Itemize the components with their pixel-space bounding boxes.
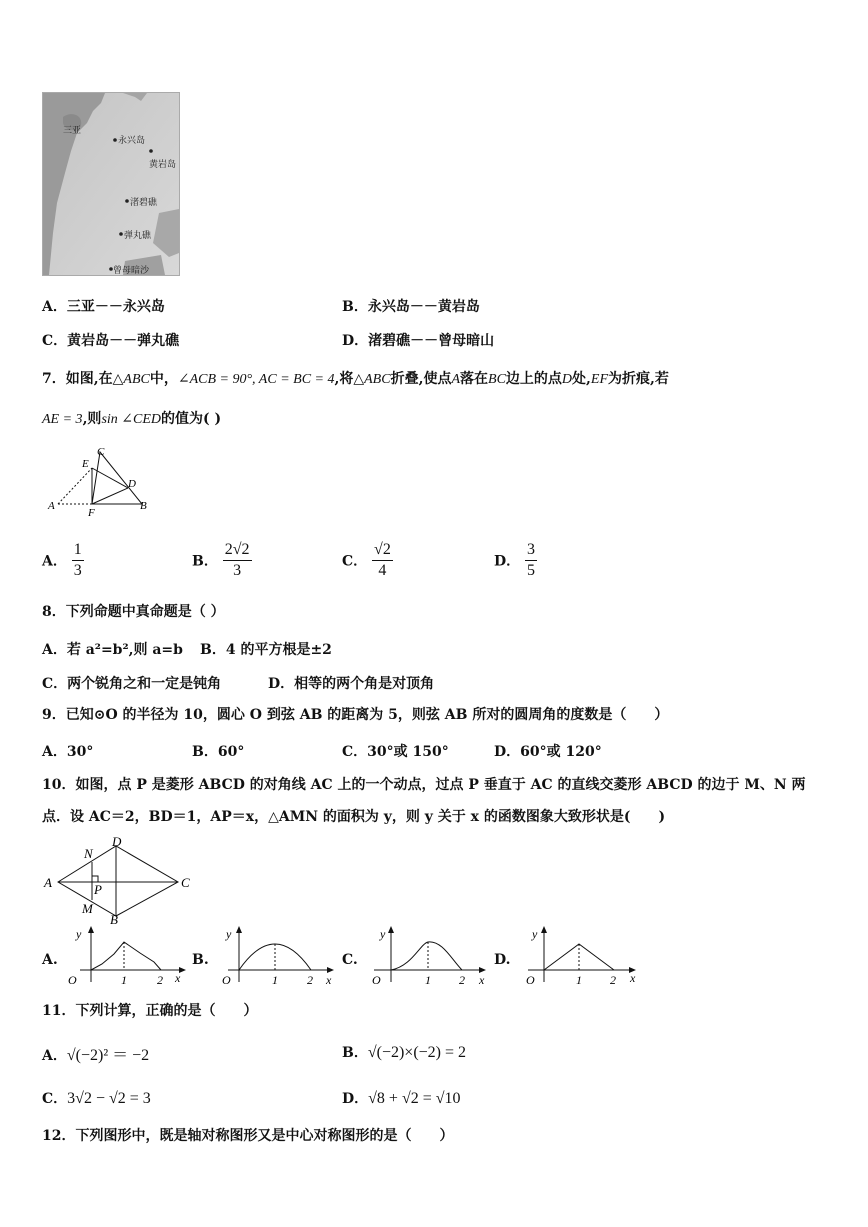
- q8-stem: 8．下列命题中真命题是（ ）: [42, 604, 225, 620]
- q9-option-a[interactable]: A．30°: [42, 744, 94, 760]
- label-E: E: [82, 458, 89, 470]
- svg-text:O: O: [526, 973, 535, 987]
- svg-text:2: 2: [157, 973, 163, 987]
- label-B: B: [140, 500, 147, 512]
- y-arrow: [88, 926, 94, 933]
- sea-map-image: [42, 92, 180, 276]
- q8-option-c[interactable]: C．两个锐角之和一定是钝角: [42, 676, 222, 692]
- q9-option-d[interactable]: D．60°或 120°: [494, 744, 602, 760]
- label-M: M: [82, 901, 93, 916]
- q7-option-d[interactable]: D． $\frac{3}{5}$: [494, 541, 536, 579]
- label-D: D: [112, 836, 122, 849]
- map-label-zengmu: 曾母暗沙: [113, 266, 150, 276]
- svg-text:y: y: [226, 927, 232, 941]
- svg-text:O: O: [372, 973, 381, 987]
- svg-text:y: y: [76, 927, 82, 941]
- svg-text:O: O: [68, 973, 77, 987]
- q7-stem-line1: 7．如图,在△ABC中，∠ACB = 90°, AC = BC = 4,将△ABC折叠,使点A落在BC边上的点D处,EF为折痕,若: [42, 371, 669, 387]
- y-arrow: [388, 926, 394, 933]
- q6-option-a[interactable]: A．三亚－－永兴岛: [42, 299, 165, 315]
- q6-option-c[interactable]: C．黄岩岛－－弹丸礁: [42, 333, 180, 349]
- svg-text:1: 1: [576, 973, 582, 987]
- svg-text:1: 1: [121, 973, 127, 987]
- q7-angle-condition: ∠ACB = 90°, AC = BC = 4: [177, 372, 335, 387]
- label-N: N: [84, 846, 93, 861]
- q10-option-d[interactable]: D.: [494, 952, 511, 968]
- q10-graph-a: [62, 924, 192, 990]
- expression: √(−2)² ＝ −2: [66, 1047, 150, 1064]
- q7-option-b[interactable]: B． $\frac{2√2}{3}$: [192, 541, 250, 579]
- svg-text:1: 1: [272, 973, 278, 987]
- q11-option-d[interactable]: D．√8 + √2 = √10: [342, 1090, 461, 1107]
- q6-option-b[interactable]: B．永兴岛－－黄岩岛: [342, 299, 480, 315]
- q7-option-a[interactable]: A． $\frac{1}{3}$: [42, 541, 82, 579]
- segment-ED: [92, 468, 128, 488]
- fraction: $\frac{2√2}{3}$: [224, 541, 250, 579]
- svg-text:O: O: [222, 973, 231, 987]
- q6-option-d[interactable]: D．渚碧礁－－曾母暗山: [342, 333, 495, 349]
- map-label-zhubi: 渚碧礁: [130, 198, 158, 208]
- svg-text:y: y: [380, 927, 386, 941]
- q7-option-c[interactable]: C． $\frac{√2}{4}$: [342, 541, 391, 579]
- label-B: B: [110, 912, 118, 924]
- q11-option-b[interactable]: B．√(−2)×(−2) = 2: [342, 1044, 467, 1061]
- fraction: $\frac{1}{3}$: [73, 541, 82, 579]
- svg-text:1: 1: [425, 973, 431, 987]
- svg-text:2: 2: [459, 973, 465, 987]
- expression: √(−2)×(−2) = 2: [367, 1044, 467, 1061]
- svg-text:x: x: [479, 973, 485, 987]
- q10-option-b[interactable]: B.: [192, 952, 209, 968]
- label-D: D: [128, 478, 136, 490]
- label-C: C: [181, 875, 190, 890]
- svg-text:2: 2: [307, 973, 313, 987]
- expression: √8 + √2 = √10: [368, 1090, 461, 1107]
- svg-text:x: x: [175, 971, 181, 985]
- fraction: $\frac{3}{5}$: [527, 541, 536, 579]
- svg-text:x: x: [630, 971, 636, 985]
- q8-option-d[interactable]: D．相等的两个角是对顶角: [268, 676, 435, 692]
- svg-text:x: x: [326, 973, 332, 987]
- q7-stem-line2: AE = 3,则sin ∠CED的值为( ): [42, 411, 222, 427]
- q10-graph-c: [362, 924, 492, 990]
- q7-triangle-figure: [40, 446, 160, 518]
- q8-option-a[interactable]: A．若 a²=b²,则 a=b: [42, 642, 183, 658]
- map-label-yongxing: 永兴岛: [118, 136, 146, 146]
- q10-graph-d: [514, 924, 644, 990]
- segment-FD: [92, 488, 128, 504]
- svg-text:2: 2: [610, 973, 616, 987]
- q12-stem: 12．下列图形中，既是轴对称图形又是中心对称图形的是（ ）: [42, 1128, 454, 1144]
- fraction: $\frac{√2}{4}$: [374, 541, 391, 579]
- label-P: P: [94, 882, 102, 897]
- label-F: F: [88, 507, 95, 518]
- rhombus-abcd: [58, 846, 178, 916]
- fold-line-AE: [58, 468, 92, 504]
- q10-option-c[interactable]: C.: [342, 952, 358, 968]
- q11-option-a[interactable]: A．√(−2)² ＝ −2: [42, 1047, 150, 1064]
- svg-text:y: y: [532, 927, 538, 941]
- label-A: A: [48, 500, 55, 512]
- q10-option-a[interactable]: A.: [42, 952, 58, 968]
- q10-stem-line2: 点．设 AC＝2，BD＝1，AP＝x，△AMN 的面积为 y，则 y 关于 x 的函数图象大致形状是( ): [42, 809, 666, 825]
- q8-option-b[interactable]: B．4 的平方根是±2: [200, 642, 332, 658]
- map-label-danwan: 弹丸礁: [124, 231, 152, 241]
- q11-option-c[interactable]: C．3√2 − √2 = 3: [42, 1090, 151, 1107]
- q10-stem-line1: 10．如图，点 P 是菱形 ABCD 的对角线 AC 上的一个动点，过点 P 垂直于 AC 的直线交菱形 ABCD 的边于 M、N 两: [42, 777, 806, 793]
- map-label-sanya: 三亚: [63, 126, 82, 136]
- q9-stem: 9．已知⊙O 的半径为 10，圆心 O 到弦 AB 的距离为 5，则弦 AB 所对的圆周角的度数是（ ）: [42, 707, 669, 723]
- q9-option-b[interactable]: B．60°: [192, 744, 245, 760]
- curve: [91, 942, 161, 970]
- expression: 3√2 − √2 = 3: [67, 1090, 151, 1107]
- q11-stem: 11．下列计算，正确的是（ ）: [42, 1003, 258, 1019]
- curve: [391, 942, 462, 970]
- y-arrow: [236, 926, 242, 933]
- y-arrow: [541, 926, 547, 933]
- label-A: A: [44, 875, 52, 890]
- sea-map-drawing: [43, 93, 179, 275]
- label-C: C: [97, 446, 105, 458]
- q10-graph-b: [214, 924, 344, 990]
- map-label-huangyan: 黄岩岛: [149, 160, 177, 170]
- q10-rhombus-figure: [40, 836, 200, 924]
- q9-option-c[interactable]: C．30°或 150°: [342, 744, 449, 760]
